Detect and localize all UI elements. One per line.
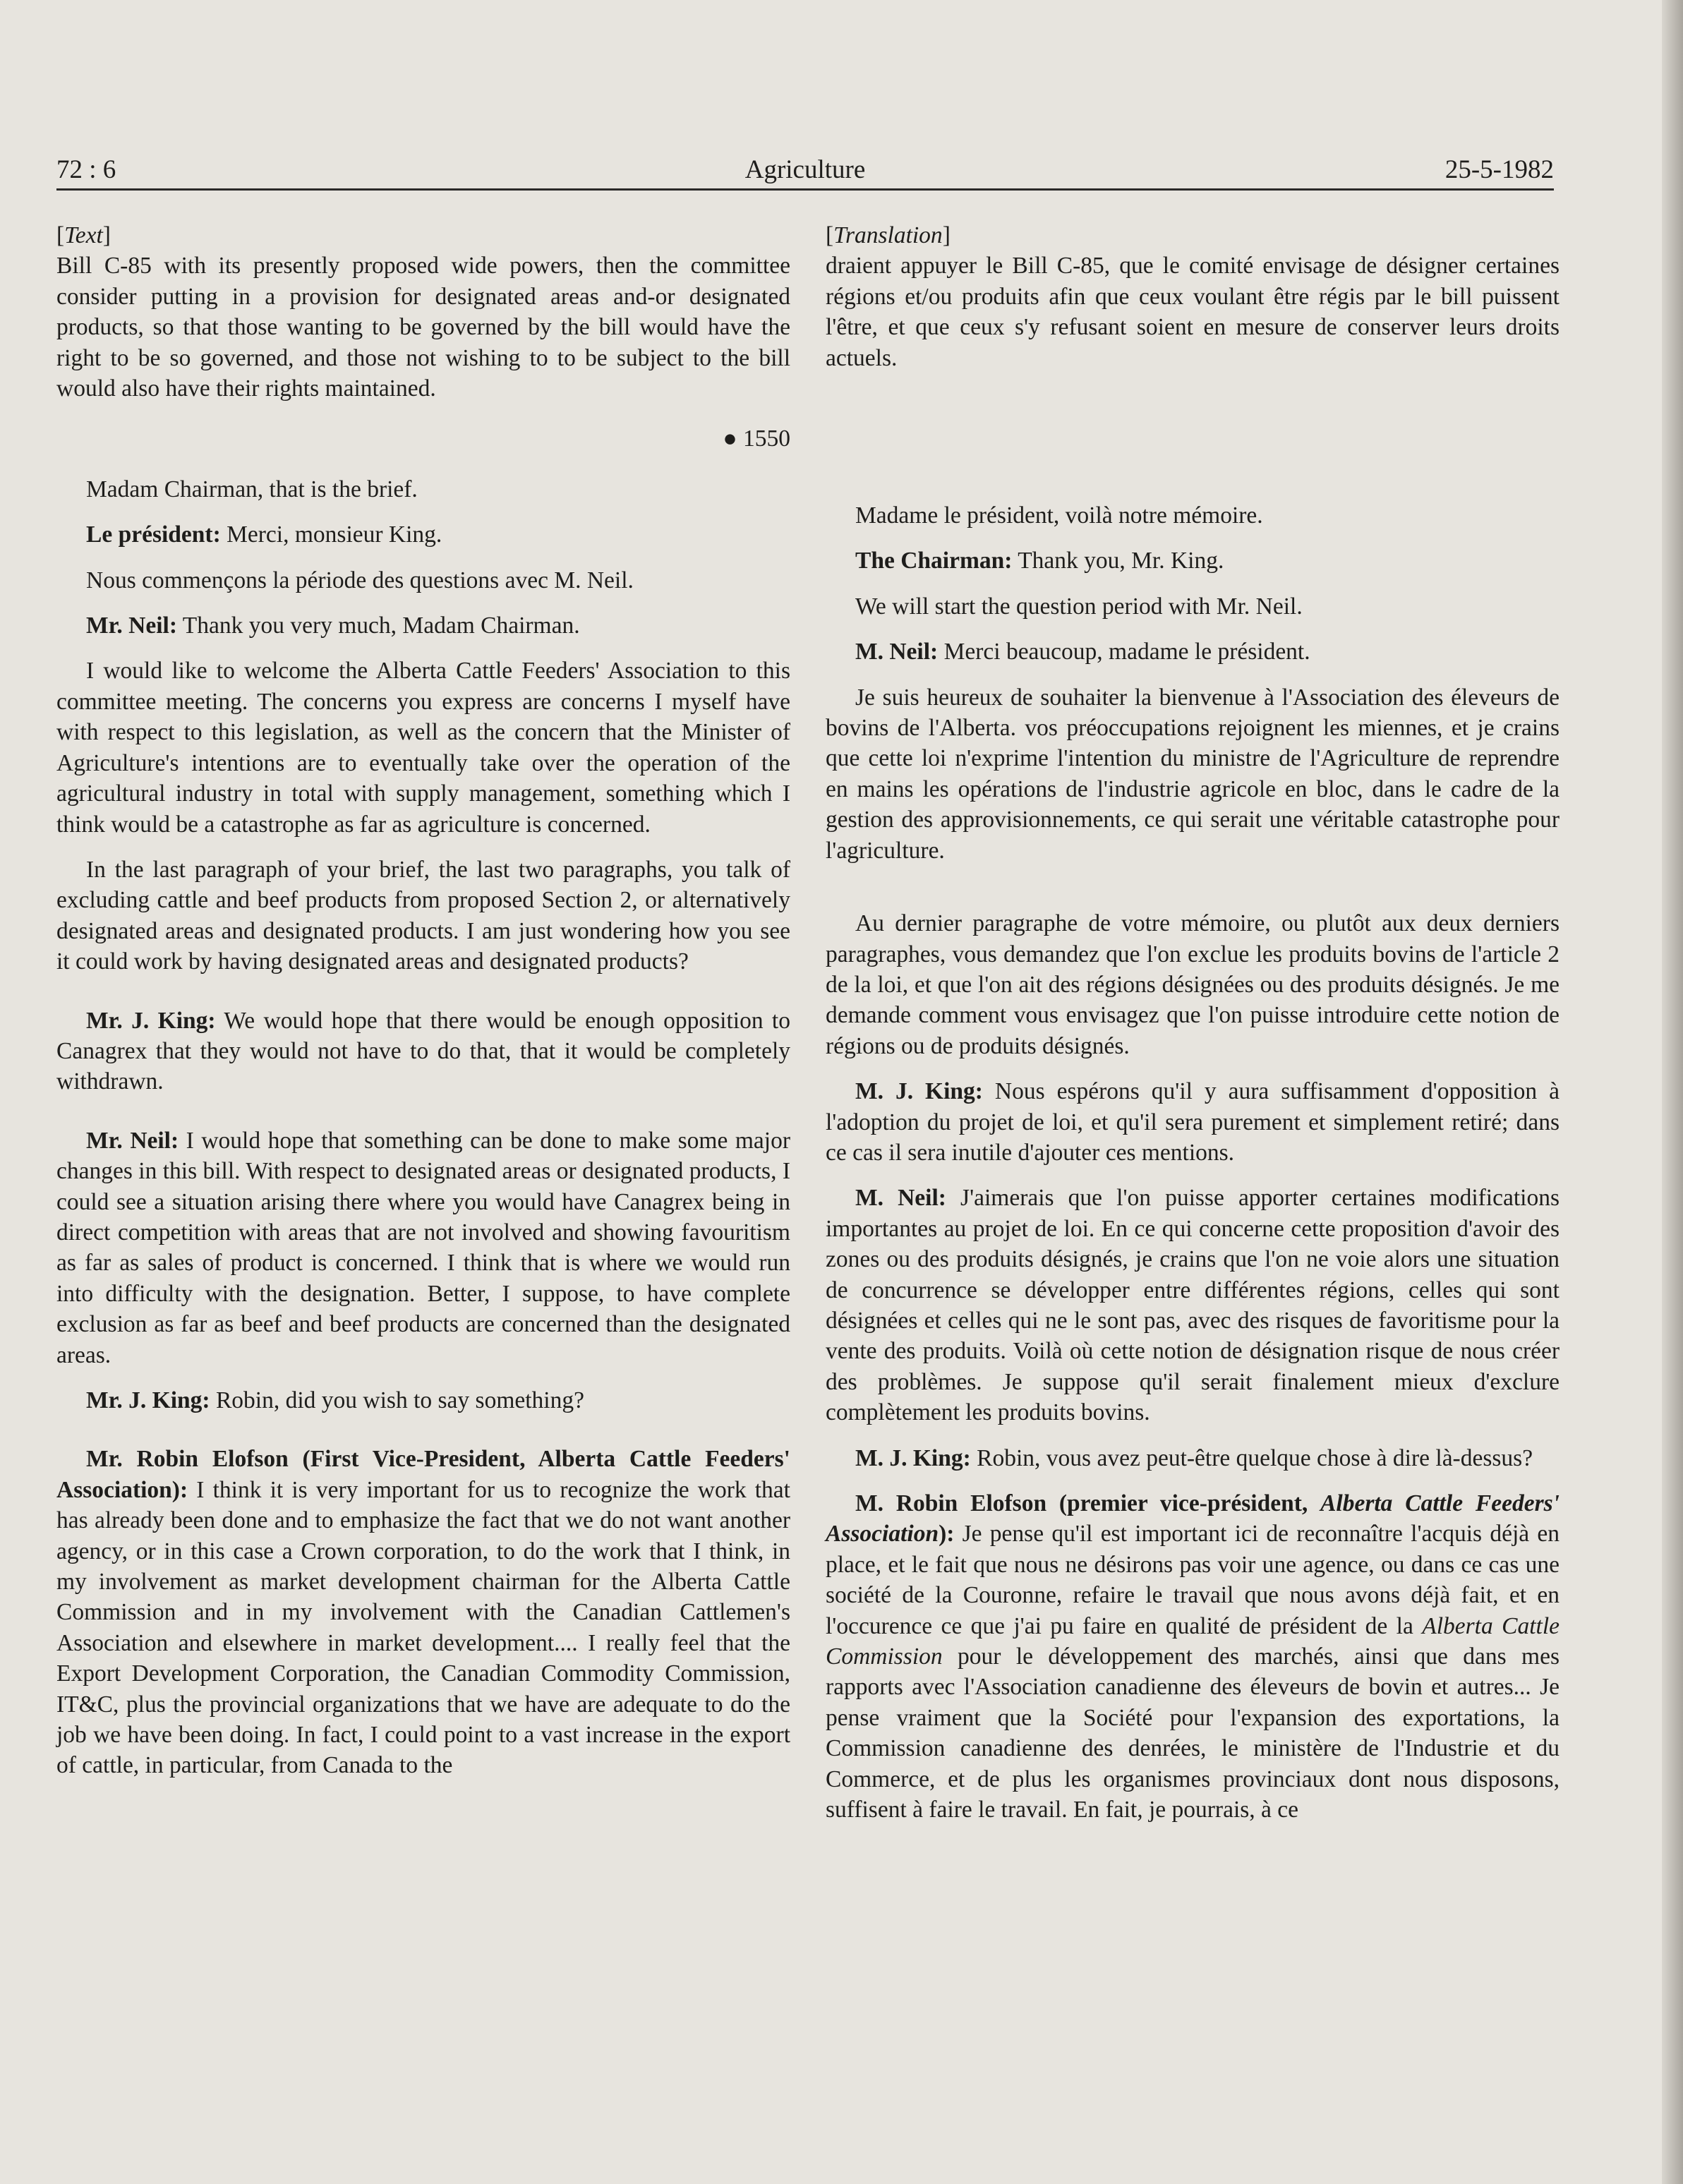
speaker-label: M. Neil:: [855, 639, 939, 665]
paragraph-7: Mr. J. King: We would hope that there would be enough opposition to Canagrex that they would not have to do that, that it would be completely withdrawn.: [56, 1007, 790, 1095]
right-column: [826, 220, 1560, 1840]
paragraph-4: M. Neil: Merci beaucoup, madame le président.: [855, 639, 1310, 665]
page-number: 72 : 6: [56, 155, 116, 184]
paragraph-1: Madam Chairman, that is the brief.: [86, 476, 418, 502]
paragraph-intro: Bill C-85 with its presently proposed wide powers, then the committee consider putting in a provision for designated areas and-or designated products, so that those wanting to be governed by the bill would have the right to be so governed, and those not wishing to to be subject to the bill would also have their rights maintained.: [56, 253, 790, 402]
speaker-label: Mr. J. King:: [86, 1387, 210, 1413]
speaker-label: M. Robin Elofson (premier vice-président, Alberta Cattle Feeders' Association):: [826, 1490, 1560, 1547]
page-edge: [1662, 0, 1683, 2184]
paragraph-4: Mr. Neil: Thank you very much, Madam Chairman.: [86, 613, 580, 639]
page-header: [56, 152, 1554, 191]
speaker-label: Mr. Robin Elofson (First Vice-President, Alberta Cattle Feeders' Association):: [56, 1446, 790, 1503]
paragraph-9: Mr. J. King: Robin, did you wish to say something?: [86, 1387, 584, 1413]
speaker-label: M. J. King:: [855, 1078, 983, 1105]
speaker-label: Mr. J. King:: [86, 1007, 216, 1034]
paragraph-1: Madame le président, voilà notre mémoire.: [855, 502, 1263, 529]
page-title: Agriculture: [744, 155, 866, 184]
section-label-translation: [Translation]: [826, 222, 951, 248]
paragraph-5: Je suis heureux de souhaiter la bienvenue à l'Association des éleveurs de bovins de l'Alberta. vos préoccupations rejoignent les miennes, et je crains que cette loi n'exprime l'intention du ministre de l'Agriculture de reprendre en mains les opérations de l'industrie agricole en bloc, dans le cadre de la gestion des approvisionnements, ce qui serait une véritable catastrophe pour l'agriculture.: [826, 684, 1560, 864]
speaker-label: M. J. King:: [855, 1444, 971, 1471]
paragraph-3: Nous commençons la période des questions avec M. Neil.: [86, 567, 634, 593]
paragraph-10: Mr. Robin Elofson (First Vice-President, Alberta Cattle Feeders' Association): I think it is very important for us to recognize the work that has already been done and to emphasize the fact that we do not want another agency, or in this case a Crown corporation, to do the work that I think, in my involvement as market development chairman for the Alberta Cattle Commission and in my involvement with the Canadian Cattlemen's Association and elsewhere in market development.... I really feel that the Export Development Corporation, the Canadian Commodity Commission, IT&C, plus the provincial organizations that we have are adequate to do the job we have been doing. In fact, I could point to a vast increase in the export of cattle, in particular, from Canada to the: [56, 1446, 790, 1779]
paragraph-intro: draient appuyer le Bill C-85, que le comité envisage de désigner certaines régions et/ou produits afin que ceux voulant être régis par le bill puissent l'être, et que ceux s'y refusant soient en mesure de conserver leurs droits actuels.: [826, 253, 1560, 371]
paragraph-6: In the last paragraph of your brief, the last two paragraphs, you talk of excluding cattle and beef products from proposed Section 2, or alternatively designated areas and designated products. I am just wondering how you see it could work by having designated areas and designated products?: [56, 856, 790, 975]
speaker-label: Mr. Neil:: [86, 1127, 179, 1154]
speaker-label: Mr. Neil:: [86, 613, 177, 639]
org-name: Alberta Cattle Commission: [826, 1612, 1560, 1670]
time-marker-value: 1550: [743, 426, 790, 452]
paragraph-9: M. J. King: Robin, vous avez peut-être quelque chose à dire là-dessus?: [855, 1444, 1533, 1471]
speaker-label: M. Neil:: [855, 1185, 946, 1212]
left-column: [56, 220, 790, 1796]
speaker-label: Le président:: [86, 521, 221, 548]
time-marker: ● 1550: [723, 426, 790, 452]
paragraph-5: I would like to welcome the Alberta Cattle Feeders' Association to this committee meeting. The concerns you express are concerns I myself have with respect to this legislation, as well as the concern that the Minister of Agriculture's intentions are to eventually take over the operation of the agricultural industry in total with supply management, something which I think would be a catastrophe as far as agriculture is concerned.: [56, 658, 790, 838]
speaker-label: The Chairman:: [855, 548, 1013, 574]
paragraph-2: The Chairman: Thank you, Mr. King.: [855, 548, 1224, 574]
paragraph-2: Le président: Merci, monsieur King.: [86, 521, 442, 548]
page-date: 25-5-1982: [1444, 155, 1554, 184]
section-label-text: [Text]: [56, 222, 111, 248]
paragraph-3: We will start the question period with Mr. Neil.: [855, 593, 1303, 620]
paragraph-7: M. J. King: Nous espérons qu'il y aura suffisamment d'opposition à l'adoption du projet de loi, et qu'il sera purement et simplement retiré; dans ce cas il sera inutile d'ajouter ces mentions.: [826, 1078, 1560, 1166]
paragraph-8: Mr. Neil: I would hope that something can be done to make some major changes in this bill. With respect to designated areas or designated products, I could see a situation arising there where you would have Canagrex being in direct competition with areas that are not involved and showing favouritism as far as sales of product is concerned. I think that is where we would run into difficulty with the designation. Better, I suppose, to have complete exclusion as far as beef and beef products are concerned than the designated areas.: [56, 1127, 790, 1368]
paragraph-6: Au dernier paragraphe de votre mémoire, ou plutôt aux deux derniers paragraphes, vous demandez que l'on exclue les produits bovins de l'article 2 de la loi, et que l'on ait des régions désignées ou des produits désignés. Je me demande comment vous envisagez que l'on puisse introduire cette notion de régions ou de produits désignés.: [826, 910, 1560, 1059]
paragraph-10: M. Robin Elofson (premier vice-président, Alberta Cattle Feeders' Association): Je pense qu'il est important ici de reconnaître l'acquis déjà en place, et le fait que nous ne désirons pas voir une agence, ou dans ce cas une société de la Couronne, refaire le travail que nous avons déjà fait, et en l'occurence ce que j'ai pu faire en qualité de président de la Alberta Cattle Commission pour le développement des marchés, ainsi que dans mes rapports avec l'Association canadienne des éleveurs de bovin et autres... Je pense vraiment que la Société pour l'expansion des exportations, la Commission canadienne des denrées, le ministère de l'Industrie et du Commerce, et de plus les organismes provinciaux dont nous disposons, suffisent à faire le travail. En fait, je pourrais, à ce: [826, 1490, 1560, 1823]
paragraph-8: M. Neil: J'aimerais que l'on puisse apporter certaines modifications importantes au projet de loi. En ce qui concerne cette proposition d'avoir des zones ou des produits désignés, je crains que l'on ne voie alors une situation de concurrence se développer entre différentes régions, celles qui sont désignées et celles qui ne le sont pas, avec des risques de favoritisme pour la vente des produits. Voilà où cette notion de désignation risque de nous créer des problèmes. Je suppose qu'il serait finalement mieux d'exclure complètement les produits bovins.: [826, 1185, 1560, 1426]
